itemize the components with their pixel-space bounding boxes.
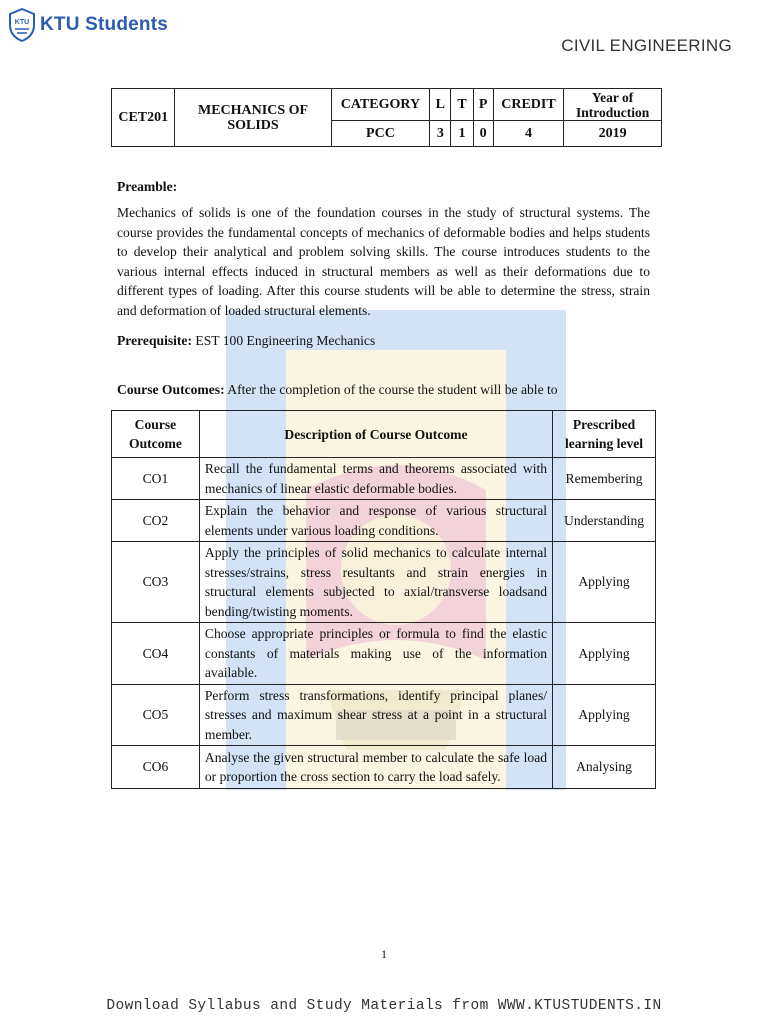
course-outcomes-label: Course Outcomes: [117,382,225,397]
table-row [112,746,656,789]
outcome-description: Recall the fundamental terms and theorems associated with mechanics of linear elastic deformable bodies. [199,458,552,500]
outcome-level: Remembering [553,458,656,500]
course-outcomes-table [111,410,656,789]
course-outcomes-intro: After the completion of the course the student will be able to [227,382,558,397]
t-header: T [451,89,473,121]
outcome-level: Applying [553,542,656,623]
shield-icon [8,8,36,42]
page-number: 1 [381,947,387,961]
l-value: 3 [430,121,451,147]
table-row [112,623,656,685]
year-value: 2019 [564,121,662,147]
category-value: PCC [331,121,430,147]
p-value: 0 [473,121,493,147]
preamble-heading: Preamble: [117,179,178,194]
outcome-description: Analyse the given structural member to calculate the safe load or proportion the cross section to carry the load safely. [199,746,552,789]
course-info-table [111,88,662,147]
table-row [112,542,656,623]
outcome-code: CO3 [112,542,200,623]
outcome-description: Explain the behavior and response of various structural elements under various loading conditions. [199,500,552,542]
prerequisite-value: EST 100 Engineering Mechanics [195,333,376,348]
l-header: L [430,89,451,121]
preamble-text: Mechanics of solids is one of the foundation courses in the study of structural systems. The course provides the fundamental concepts of mechanics of deformable bodies and helps students to develop their analytical and problem solving skills. The course introduces students to the various internal effects induced in structural members as well as their deformations due to different types of loading. After this course students will be able to determine the stress, strain and deformation of loaded structural elements. [117,205,650,318]
p-header: P [473,89,493,121]
prerequisite-line [117,331,650,351]
outcome-code: CO4 [112,623,200,685]
outcome-code: CO1 [112,458,200,500]
ktu-students-logo[interactable] [8,8,168,42]
outcome-description: Apply the principles of solid mechanics to calculate internal stresses/strains, stress resultants and strain energies in structural elements subjected to axial/transverse loadsand bending/twisting moments. [199,542,552,623]
outcome-level: Applying [553,684,656,746]
outcome-code: CO5 [112,684,200,746]
t-value: 1 [451,121,473,147]
col-header-level: Prescribed learning level [553,411,656,458]
outcome-code: CO6 [112,746,200,789]
branch-title: CIVIL ENGINEERING [561,36,732,55]
course-code: CET201 [112,89,175,147]
credit-value: 4 [493,121,564,147]
outcome-description: Choose appropriate principles or formula to find the elastic constants of materials making use of the information available. [199,623,552,685]
course-outcomes-line [117,380,650,400]
prerequisite-label: Prerequisite: [117,333,192,348]
table-row [112,684,656,746]
outcome-level: Analysing [553,746,656,789]
year-header: Year of Introduction [564,89,662,121]
logo-text: KTU Students [40,14,169,35]
outcome-level: Applying [553,623,656,685]
outcome-level: Understanding [553,500,656,542]
logo-badge-text: KTU [14,19,30,26]
col-header-outcome: Course Outcome [112,411,200,458]
outcome-description: Perform stress transformations, identify principal planes/ stresses and maximum shear stress at a point in a structural member. [199,684,552,746]
footer-download-link[interactable]: Download Syllabus and Study Materials from WWW.KTUSTUDENTS.IN [106,998,662,1014]
table-row [112,458,656,500]
course-name: MECHANICS OF SOLIDS [175,89,331,147]
category-header: CATEGORY [331,89,430,121]
table-row [112,500,656,542]
col-header-description: Description of Course Outcome [199,411,552,458]
outcome-code: CO2 [112,500,200,542]
credit-header: CREDIT [493,89,564,121]
